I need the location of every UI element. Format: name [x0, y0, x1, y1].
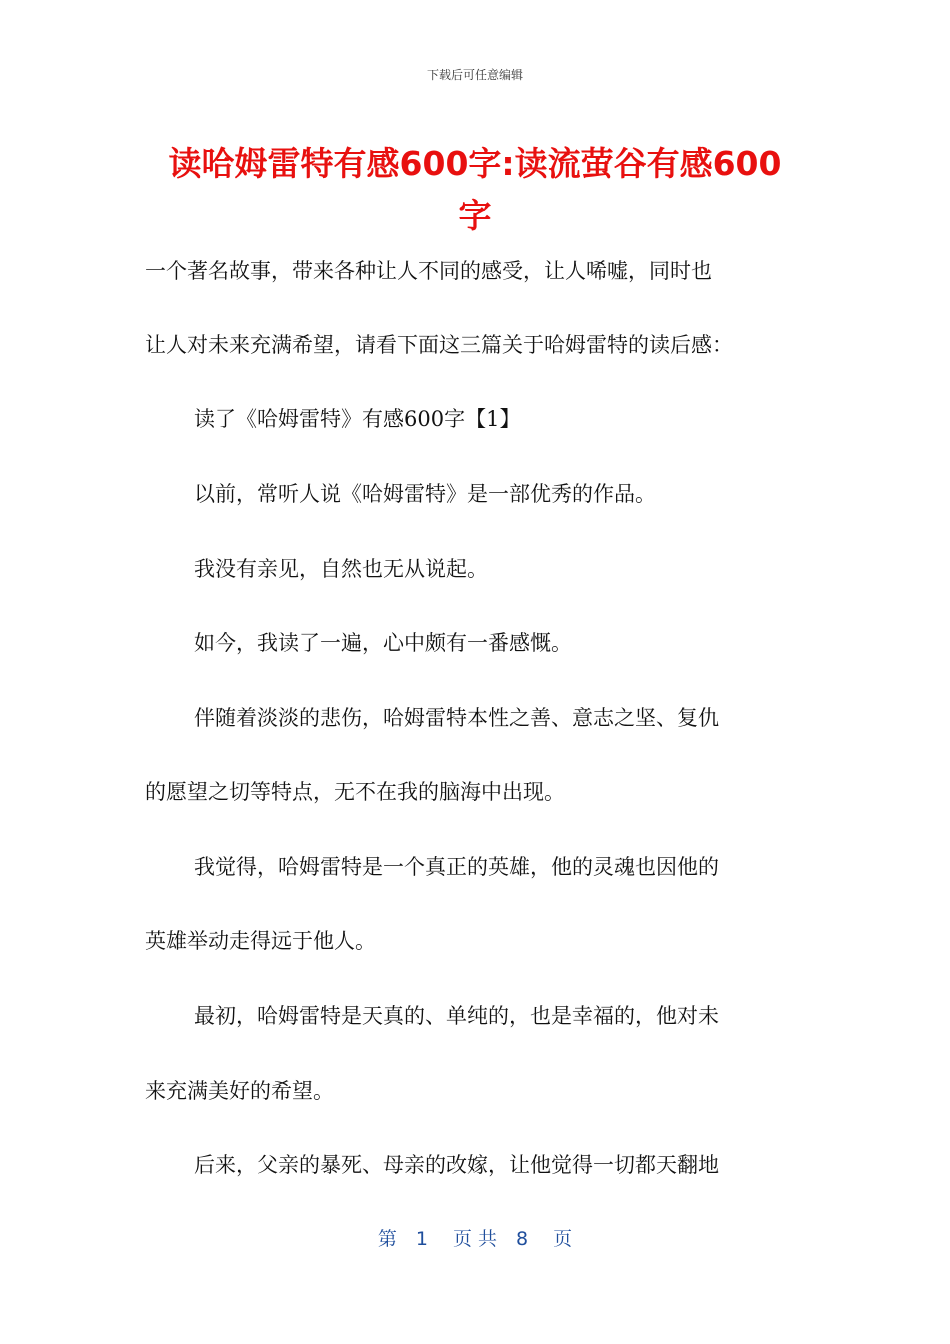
document-title: [145, 138, 805, 242]
paragraph-line: 伴随着淡淡的悲伤，哈姆雷特本性之善、意志之坚、复仇: [194, 706, 719, 730]
paragraph-line: 以前，常听人说《哈姆雷特》是一部优秀的作品。: [194, 482, 656, 506]
paragraph-line: 一个著名故事，带来各种让人不同的感受，让人唏嘘，同时也: [145, 259, 712, 283]
paragraph-line: 来充满美好的希望。: [145, 1079, 334, 1103]
paragraph-line: 英雄举动走得远于他人。: [145, 929, 376, 953]
paragraph-line: 的愿望之切等特点，无不在我的脑海中出现。: [145, 780, 565, 804]
paragraph-line: 让人对未来充满希望，请看下面这三篇关于哈姆雷特的读后感：: [145, 333, 733, 357]
paragraph-line: 我没有亲见，自然也无从说起。: [194, 557, 488, 581]
title-line-1: 读哈姆雷特有感600字:读流萤谷有感600: [168, 144, 782, 183]
paragraph-line: 如今，我读了一遍，心中颇有一番感慨。: [194, 631, 572, 655]
paragraph-line: 我觉得，哈姆雷特是一个真正的英雄，他的灵魂也因他的: [194, 855, 719, 879]
title-line-2: 字: [458, 196, 492, 235]
section-heading: 读了《哈姆雷特》有感600字【1】: [194, 407, 521, 431]
paragraph-line: 后来，父亲的暴死、母亲的改嫁，让他觉得一切都天翻地: [194, 1153, 719, 1177]
page-number-footer: 第 1 页 共 8 页: [377, 1228, 573, 1250]
page-header-note: 下载后可任意编辑: [426, 68, 523, 82]
paragraph-line: 最初，哈姆雷特是天真的、单纯的，也是幸福的，他对未: [194, 1004, 719, 1028]
